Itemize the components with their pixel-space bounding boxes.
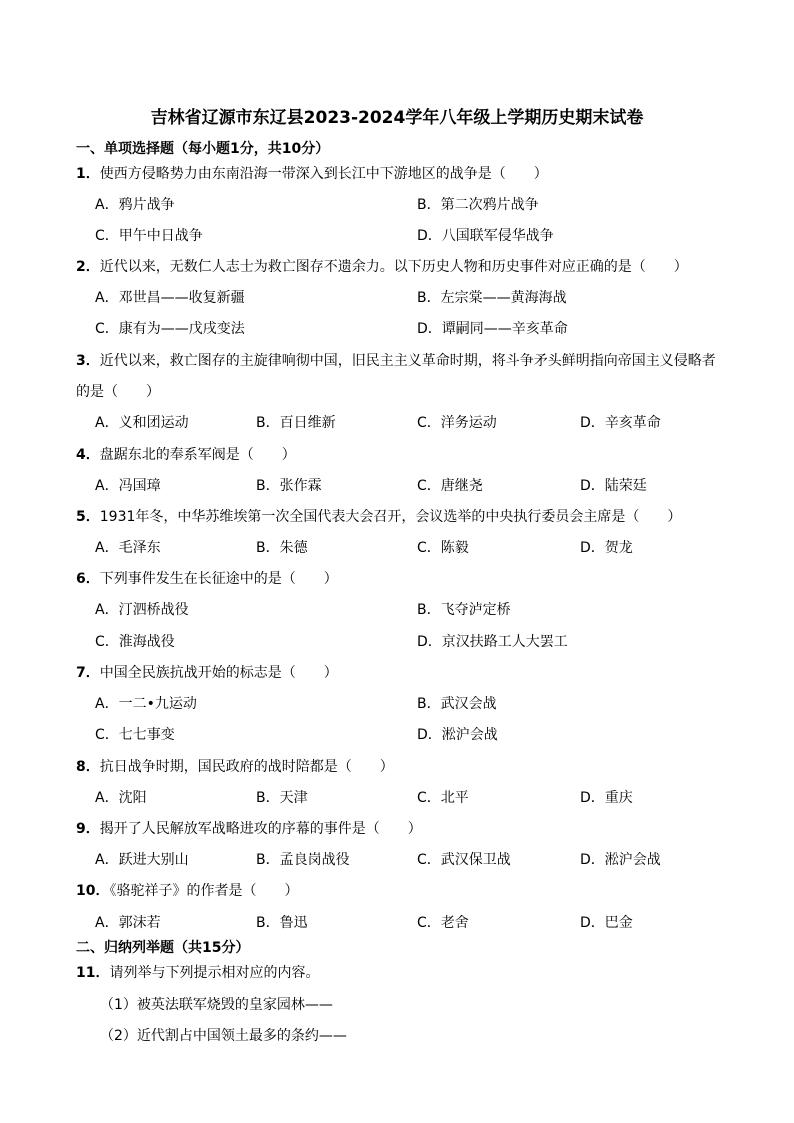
question-2	[76, 257, 688, 277]
question-1	[76, 164, 548, 184]
question-number: 4．	[76, 447, 100, 463]
option-c: C．老舍	[417, 915, 469, 931]
exam-title: 吉林省辽源市东辽县2023-2024学年八年级上学期历史期末试卷	[150, 108, 644, 128]
option-a: A．沈阳	[95, 790, 147, 806]
option-d: D．重庆	[580, 790, 633, 806]
question-text: 中国全民族抗战开始的标志是（ ）	[99, 665, 338, 681]
option-b: B．孟良岗战役	[256, 852, 350, 868]
option-c: C．淮海战役	[95, 634, 175, 650]
question-number: 10．	[76, 883, 110, 899]
option-d: D．淞沪会战	[417, 727, 498, 743]
option-b: B．百日维新	[256, 415, 336, 431]
question-5	[76, 507, 681, 527]
option-c: C．康有为——戊戌变法	[95, 321, 245, 337]
option-c: C．陈毅	[417, 540, 469, 556]
option-a: A．邓世昌——收复新疆	[95, 290, 245, 306]
option-c: C．洋务运动	[417, 415, 497, 431]
option-a: A．汀泗桥战役	[95, 602, 189, 618]
question-text: 揭开了人民解放军战略进攻的序幕的事件是（ ）	[99, 821, 422, 837]
option-a: A．一二•九运动	[95, 696, 197, 712]
option-d: D．巴金	[580, 915, 633, 931]
question-6	[76, 569, 338, 589]
question-text: 下列事件发生在长征途中的是（ ）	[99, 571, 338, 587]
question-text: 请列举与下列提示相对应的内容。	[109, 965, 320, 981]
sub-question-2: （2）近代割占中国领土最多的条约——	[100, 1028, 347, 1044]
question-7	[76, 663, 338, 683]
option-b: B．第二次鸦片战争	[417, 197, 539, 213]
question-text: 近代以来，救亡图存的主旋律响彻中国，旧民主主义革命时期，将斗争矛头鲜明指向帝国主义侵略者的是（ ）	[76, 353, 716, 400]
question-number: 5．	[76, 509, 100, 525]
question-11	[76, 963, 319, 983]
option-a: A．鸦片战争	[95, 197, 175, 213]
option-a: A．郭沫若	[95, 915, 161, 931]
question-text: 近代以来，无数仁人志士为救亡图存不遗余力。以下历史人物和历史事件对应正确的是（ ）	[99, 259, 688, 275]
option-d: D．陆荣廷	[580, 478, 647, 494]
question-text: 盘踞东北的奉系军阀是（ ）	[99, 447, 296, 463]
question-8	[76, 757, 394, 777]
option-d: D．八国联军侵华战争	[417, 228, 554, 244]
option-d: D．辛亥革命	[580, 415, 661, 431]
option-b: B．朱德	[256, 540, 308, 556]
question-9	[76, 819, 422, 839]
question-number: 6．	[76, 571, 100, 587]
option-c: C．七七事变	[95, 727, 175, 743]
option-b: B．武汉会战	[417, 696, 497, 712]
option-d: D．谭嗣同——辛亥革命	[417, 321, 568, 337]
question-number: 8．	[76, 759, 100, 775]
option-d: D．淞沪会战	[580, 852, 661, 868]
option-d: D．贺龙	[580, 540, 633, 556]
question-number: 9．	[76, 821, 100, 837]
question-number: 7．	[76, 665, 100, 681]
question-text: 抗日战争时期，国民政府的战时陪都是（ ）	[99, 759, 394, 775]
option-b: B．张作霖	[256, 478, 322, 494]
option-c: C．北平	[417, 790, 469, 806]
option-b: B．飞夺泸定桥	[417, 602, 511, 618]
option-b: B．鲁迅	[256, 915, 308, 931]
option-c: C．甲午中日战争	[95, 228, 203, 244]
option-a: A．毛泽东	[95, 540, 161, 556]
question-number: 11．	[76, 965, 110, 981]
question-10	[76, 881, 298, 901]
question-number: 2．	[76, 259, 100, 275]
question-4	[76, 445, 296, 465]
section-heading-list: 二、归纳列举题（共15分）	[76, 940, 250, 956]
option-a: A．义和团运动	[95, 415, 189, 431]
question-text: 1931年冬，中华苏维埃第一次全国代表大会召开，会议选举的中央执行委员会主席是（ ）	[99, 509, 682, 525]
option-c: C．武汉保卫战	[417, 852, 511, 868]
option-b: B．左宗棠——黄海海战	[417, 290, 567, 306]
option-a: A．冯国璋	[95, 478, 161, 494]
question-number: 1．	[76, 166, 100, 182]
question-text: 《骆驼祥子》的作者是（ ）	[109, 883, 299, 899]
question-text: 使西方侵略势力由东南沿海一带深入到长江中下游地区的战争是（ ）	[99, 166, 548, 182]
option-b: B．天津	[256, 790, 308, 806]
section-heading-single-choice: 一、单项选择题（每小题1分，共10分）	[76, 141, 330, 157]
question-number: 3．	[76, 353, 100, 369]
option-c: C．唐继尧	[417, 478, 483, 494]
sub-question-1: （1）被英法联军烧毁的皇家园林——	[100, 997, 333, 1013]
option-a: A．跃进大别山	[95, 852, 189, 868]
question-3	[76, 346, 718, 408]
option-d: D．京汉扶路工人大罢工	[417, 634, 568, 650]
